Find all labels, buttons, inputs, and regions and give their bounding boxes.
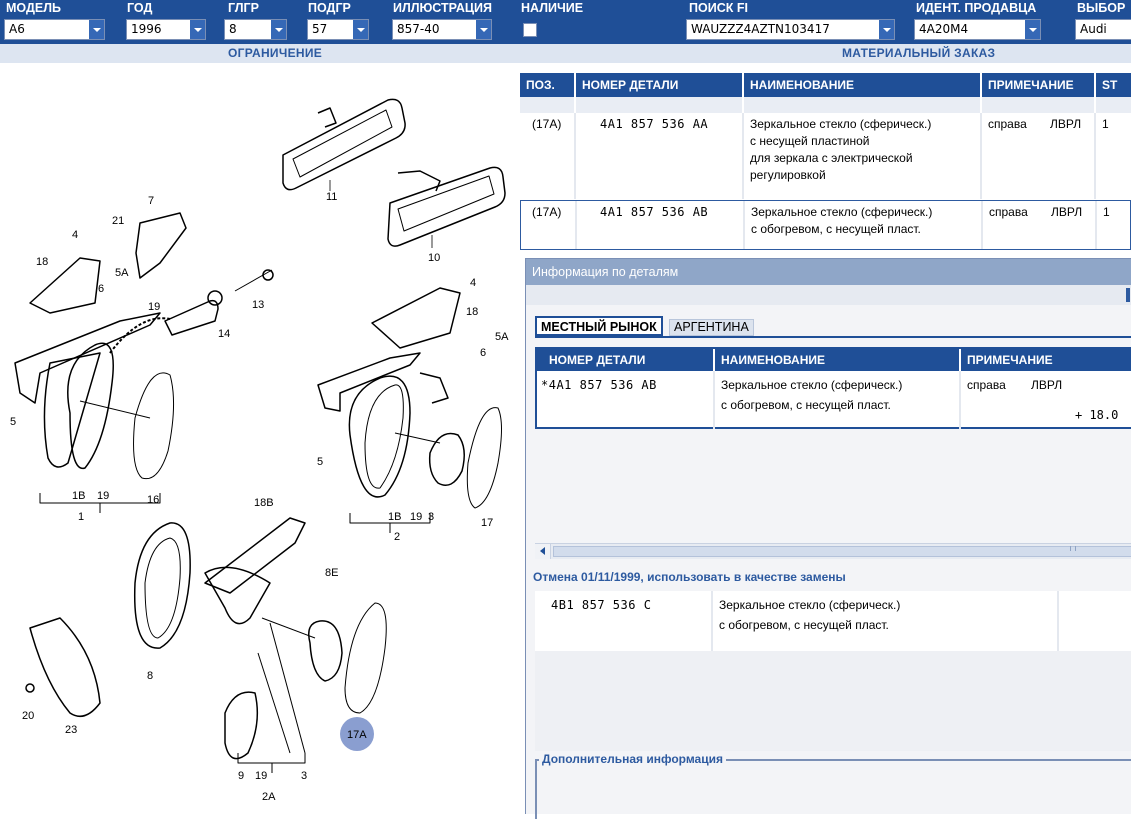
callout-3b: 3 [301, 770, 308, 782]
scroll-left-icon[interactable] [535, 544, 551, 559]
popup-parts-grid [535, 347, 1131, 429]
callout-21: 21 [112, 215, 125, 227]
sub-group-select[interactable] [307, 19, 369, 40]
callout-8e: 8E [325, 567, 339, 579]
select-label: ВЫБОР [1077, 1, 1126, 15]
callout-19b: 19 [97, 490, 110, 502]
grid-note-header[interactable]: ПРИМЕЧАНИЕ [961, 349, 1131, 371]
callout-5: 5 [10, 416, 17, 428]
chevron-down-icon[interactable] [878, 20, 894, 39]
callout-4: 4 [72, 229, 79, 241]
grid-note: справа ЛВРЛ + 18.0 [967, 378, 1119, 422]
chevron-down-icon[interactable] [88, 20, 104, 39]
callout-1b: 1B [72, 490, 86, 502]
mirror-exploded-view [0, 63, 520, 814]
availability-label: НАЛИЧИЕ [521, 1, 584, 15]
sub-group-value: 57 [312, 22, 328, 36]
availability-checkbox[interactable] [523, 23, 537, 37]
grid-part-number[interactable]: *4A1 857 536 AB [537, 371, 715, 429]
dealer-id-value: 4A20M4 [919, 22, 969, 36]
callout-9: 9 [238, 770, 245, 782]
callout-13: 13 [252, 299, 265, 311]
row-pos: (17A) [520, 113, 576, 199]
callout-14: 14 [218, 328, 231, 340]
additional-info-label: Дополнительная информация [539, 752, 726, 766]
col-pos-header[interactable]: ПОЗ. [520, 73, 576, 97]
callout-1b-b: 1B [388, 511, 402, 523]
row-note: справа ЛВРЛ [983, 201, 1097, 249]
row-part-number: 4A1 857 536 AB [577, 201, 745, 249]
parts-illustration [0, 63, 520, 814]
callout-labels [10, 191, 509, 803]
chevron-down-icon[interactable] [475, 20, 491, 39]
brand-value: Audi [1080, 22, 1107, 36]
illustration-label: ИЛЛЮСТРАЦИЯ [393, 1, 492, 15]
restriction-heading: ОГРАНИЧЕНИЕ [228, 46, 323, 60]
replacement-name: Зеркальное стекло (сферическ.) с обогревом, с несущей пласт. [713, 591, 1059, 651]
additional-info-box [535, 759, 1131, 819]
chevron-down-icon[interactable] [189, 20, 205, 39]
callout-17a-highlight[interactable] [340, 717, 374, 751]
brand-select[interactable] [1075, 19, 1131, 40]
row-note: справа ЛВРЛ [982, 113, 1096, 199]
callout-7: 7 [148, 195, 155, 207]
right-mirror-assembly[interactable] [318, 288, 502, 533]
col-st-header[interactable]: ST [1096, 73, 1131, 97]
lower-mirror-assembly[interactable] [26, 518, 386, 773]
row-st: 1 [1102, 117, 1109, 131]
dealer-id-select[interactable] [914, 19, 1041, 40]
col-note-header[interactable]: ПРИМЕЧАНИЕ [982, 73, 1096, 97]
scroll-thumb[interactable] [553, 546, 1131, 557]
col-number-header[interactable]: НОМЕР ДЕТАЛИ [576, 73, 744, 97]
callout-18b-c: 18B [254, 497, 274, 509]
grid-number-header[interactable]: НОМЕР ДЕТАЛИ [537, 349, 715, 371]
sub-group-label: ПОДГР [308, 1, 351, 15]
year-label: ГОД [127, 1, 153, 15]
tab-underline [535, 336, 1131, 338]
callout-17a: 17A [347, 729, 367, 741]
part-info-popup [525, 258, 1131, 814]
callout-23: 23 [65, 724, 78, 736]
section-bar [0, 44, 1131, 63]
callout-11: 11 [326, 191, 338, 203]
tab-local-market[interactable]: МЕСТНЫЙ РЫНОК [535, 316, 663, 336]
callout-1: 1 [78, 511, 85, 523]
callout-6: 6 [98, 283, 105, 295]
row-part-number: 4A1 857 536 AA [576, 113, 744, 199]
callout-2a: 2A [262, 791, 276, 803]
year-select[interactable] [126, 19, 206, 40]
left-mirror-assembly[interactable] [15, 213, 273, 513]
grip-icon [1070, 546, 1076, 551]
rear-view-mirror-10[interactable] [388, 167, 505, 248]
row-pos: (17A) [521, 201, 577, 249]
chevron-down-icon[interactable] [1024, 20, 1040, 39]
popup-toolbar [526, 285, 1131, 305]
horizontal-scrollbar[interactable] [535, 543, 1131, 559]
search-fi-label: ПОИСК FI [689, 1, 748, 15]
replacement-row[interactable] [535, 591, 1131, 651]
model-value: A6 [9, 22, 25, 36]
callout-10: 10 [428, 252, 441, 264]
dealer-id-label: ИДЕНТ. ПРОДАВЦА [916, 1, 1037, 15]
callout-3: 3 [428, 511, 435, 523]
chevron-down-icon[interactable] [352, 20, 368, 39]
model-label: МОДЕЛЬ [6, 1, 61, 15]
cancellation-note: Отмена 01/11/1999, использовать в качестве замены [533, 570, 846, 584]
callout-4b: 4 [470, 277, 477, 289]
callout-18b: 18 [466, 306, 479, 318]
callout-19: 19 [148, 301, 161, 313]
row-st: 1 [1103, 205, 1110, 219]
callout-2: 2 [394, 531, 401, 543]
material-order-heading: МАТЕРИАЛЬНЫЙ ЗАКАЗ [842, 46, 996, 60]
callout-8: 8 [147, 670, 154, 682]
rear-view-mirror-11[interactable] [283, 99, 405, 191]
table-row-selected[interactable] [520, 200, 1131, 250]
callout-6b: 6 [480, 347, 487, 359]
callout-19d: 19 [255, 770, 268, 782]
search-fi-select[interactable] [686, 19, 895, 40]
illustration-select[interactable] [392, 19, 492, 40]
replacement-number: 4B1 857 536 C [535, 591, 713, 651]
popup-title[interactable]: Информация по деталям [526, 259, 1131, 285]
main-group-select[interactable] [224, 19, 287, 40]
callout-5a-b: 5A [495, 331, 509, 343]
row-name: Зеркальное стекло (сферическ.) с несущей пластиной для зеркала с электрической регулировкой [744, 113, 982, 199]
callout-5a: 5A [115, 267, 129, 279]
callout-20: 20 [22, 710, 35, 722]
illustration-value: 857-40 [397, 22, 440, 36]
callout-16: 16 [147, 494, 160, 506]
callout-5b: 5 [317, 456, 324, 468]
replacement-note [1059, 591, 1131, 651]
grid-empty-area [535, 429, 1131, 543]
main-group-value: 8 [229, 22, 237, 36]
row-name: Зеркальное стекло (сферическ.) с обогревом, с несущей пласт. [745, 201, 983, 249]
tab-argentina[interactable]: АРГЕНТИНА [669, 319, 754, 336]
col-name-header[interactable]: НАИМЕНОВАНИЕ [744, 73, 982, 97]
chevron-down-icon[interactable] [270, 20, 286, 39]
replacement-empty-area [535, 651, 1131, 751]
main-group-label: ГЛГР [228, 1, 259, 15]
year-value: 1996 [131, 22, 162, 36]
search-fi-value: WAUZZZ4AZTN103417 [691, 22, 830, 36]
grid-name-header[interactable]: НАИМЕНОВАНИЕ [715, 349, 961, 371]
table-row[interactable] [520, 113, 1131, 199]
filter-bar [0, 0, 1131, 44]
callout-17: 17 [481, 517, 494, 529]
grid-part-name: Зеркальное стекло (сферическ.) с обогревом, с несущей пласт. [715, 371, 961, 429]
callout-19c: 19 [410, 511, 423, 523]
model-select[interactable] [4, 19, 105, 40]
callout-18: 18 [36, 256, 49, 268]
